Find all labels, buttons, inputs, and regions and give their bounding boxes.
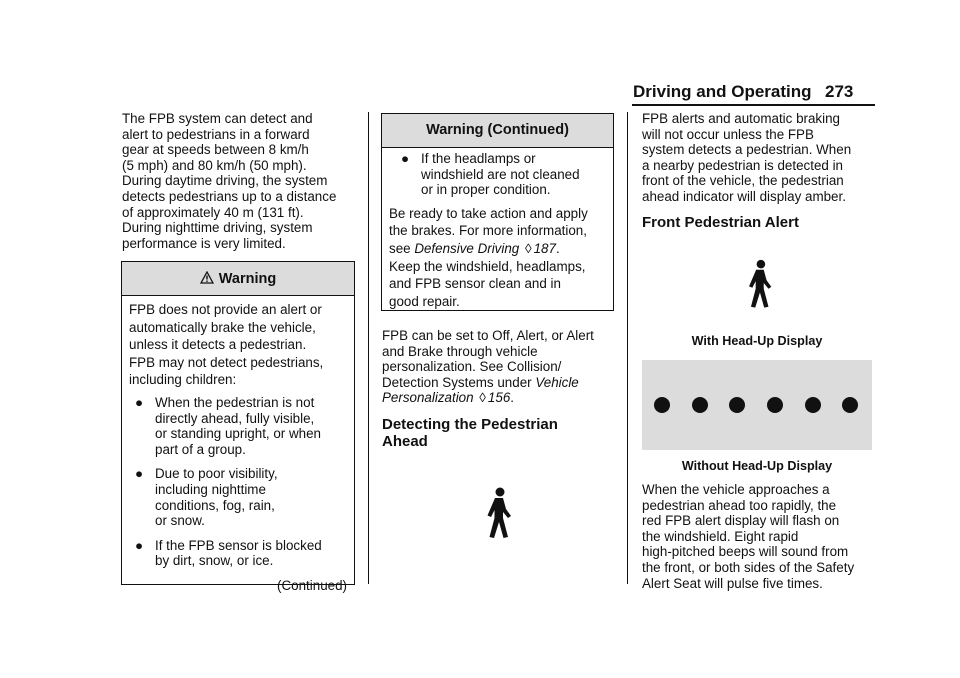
col3-closing bbox=[642, 482, 882, 591]
warning-header bbox=[122, 262, 354, 296]
header-rule bbox=[632, 104, 875, 106]
text-line: ahead indicator will display amber. bbox=[642, 188, 846, 204]
text-line bbox=[382, 375, 622, 391]
bullet-item bbox=[129, 395, 347, 457]
column-divider bbox=[627, 112, 628, 584]
text-line: (5 mph) and 80 km/h (50 mph). bbox=[122, 157, 307, 173]
text-line: If the FPB sensor is blocked bbox=[155, 537, 322, 553]
text-line bbox=[389, 240, 606, 258]
column-divider bbox=[368, 112, 369, 584]
text-line: During daytime driving, the system bbox=[122, 173, 328, 189]
text-line: high-pitched beeps will sound from bbox=[642, 544, 849, 560]
text-line: performance is very limited. bbox=[122, 235, 286, 251]
page-ref-number[interactable]: 187 bbox=[533, 240, 556, 256]
caption-with-hud: With Head-Up Display bbox=[691, 334, 823, 348]
text-line: windshield are not cleaned bbox=[421, 166, 580, 182]
warning-continued-header: Warning (Continued) bbox=[382, 114, 613, 148]
text-fragment: . bbox=[555, 240, 560, 256]
warning-title: Warning bbox=[218, 271, 277, 287]
section-title: Driving and Operating bbox=[633, 82, 812, 101]
text-line: of approximately 40 m (131 ft). bbox=[122, 204, 304, 220]
col3-intro bbox=[642, 111, 882, 205]
text-line: Be ready to take action and apply bbox=[389, 205, 588, 221]
caption-without-hud: Without Head-Up Display bbox=[681, 459, 833, 473]
bullet-item bbox=[389, 151, 606, 198]
text-line: If the headlamps or bbox=[421, 151, 536, 166]
text-line: When the pedestrian is not bbox=[155, 394, 315, 410]
vehicle-personalization-link[interactable]: Vehicle bbox=[535, 374, 579, 390]
bullet-dot-icon: ● bbox=[135, 394, 144, 410]
text-line: FPB alerts and automatic braking bbox=[642, 111, 840, 126]
text-fragment: see bbox=[389, 240, 415, 256]
text-line: the windshield. Eight rapid bbox=[642, 528, 799, 544]
continued-label: (Continued) bbox=[277, 577, 347, 593]
page-ref-number[interactable]: 156 bbox=[487, 390, 511, 406]
text-line: system detects a pedestrian. When bbox=[642, 142, 852, 158]
warning-triangle-icon bbox=[200, 271, 214, 285]
defensive-driving-link[interactable]: Defensive Driving bbox=[414, 240, 520, 256]
pedestrian-icon bbox=[741, 259, 777, 309]
text-line: During nighttime driving, system bbox=[122, 220, 313, 236]
text-line: good repair. bbox=[389, 293, 460, 309]
warning-continued-box bbox=[381, 113, 614, 311]
text-line: FPB may not detect pedestrians, bbox=[129, 354, 324, 370]
col1-intro bbox=[122, 111, 362, 251]
text-line: Detecting the Pedestrian bbox=[382, 416, 558, 433]
warning-continued-body bbox=[382, 148, 613, 314]
text-fragment: Detection Systems under bbox=[382, 374, 536, 390]
text-line: or standing upright, or when bbox=[155, 426, 321, 442]
text-line: conditions, fog, rain, bbox=[155, 497, 275, 513]
front-pedestrian-alert-heading: Front Pedestrian Alert bbox=[642, 214, 799, 231]
alert-dot-icon bbox=[692, 397, 708, 413]
bullet-dot-icon: ● bbox=[135, 537, 144, 553]
text-line: red FPB alert display will flash on bbox=[642, 513, 840, 529]
text-line: front of the vehicle, the pedestrian bbox=[642, 173, 844, 189]
text-line: a nearby pedestrian is detected in bbox=[642, 157, 843, 173]
text-line: the brakes. For more information, bbox=[389, 223, 587, 239]
text-line: pedestrian ahead too rapidly, the bbox=[642, 497, 837, 513]
text-line: FPB does not provide an alert or bbox=[129, 302, 322, 317]
text-line: unless it detects a pedestrian. bbox=[129, 337, 307, 353]
text-line: Alert Seat will pulse five times. bbox=[642, 575, 823, 591]
page-ref-icon: ◊ bbox=[524, 240, 532, 256]
alert-dot-icon bbox=[729, 397, 745, 413]
text-line: including children: bbox=[129, 372, 237, 388]
bullet-item bbox=[129, 538, 347, 569]
page-number: 273 bbox=[825, 82, 854, 101]
warning-box bbox=[121, 261, 355, 593]
col2-paragraph bbox=[382, 328, 622, 406]
text-line: Ahead bbox=[382, 433, 428, 450]
text-line: alert to pedestrians in a forward bbox=[122, 126, 310, 142]
text-line: detects pedestrians up to a distance bbox=[122, 188, 337, 204]
text-line: will not occur unless the FPB bbox=[642, 126, 814, 142]
text-line: personalization. See Collision/ bbox=[382, 359, 562, 375]
warning-body bbox=[122, 296, 354, 597]
detecting-heading bbox=[382, 416, 622, 450]
warning-continued-text bbox=[389, 205, 606, 311]
vehicle-personalization-link-cont[interactable]: Personalization bbox=[382, 390, 474, 406]
text-line: Keep the windshield, headlamps, bbox=[389, 258, 586, 274]
page-ref-icon: ◊ bbox=[479, 390, 486, 406]
text-line bbox=[382, 390, 622, 406]
bullet-dot-icon: ● bbox=[401, 151, 410, 166]
alert-dot-icon bbox=[805, 397, 821, 413]
text-line: and FPB sensor clean and in bbox=[389, 276, 561, 292]
bullet-item bbox=[129, 466, 347, 528]
alert-dots-panel bbox=[642, 360, 872, 450]
text-line: by dirt, snow, or ice. bbox=[155, 553, 274, 569]
text-line: and Brake through vehicle bbox=[382, 343, 538, 359]
text-line: gear at speeds between 8 km/h bbox=[122, 142, 309, 158]
alert-dot-icon bbox=[654, 397, 670, 413]
text-line: directly ahead, fully visible, bbox=[155, 410, 315, 426]
text-line: The FPB system can detect and bbox=[122, 111, 313, 126]
text-fragment: . bbox=[510, 390, 514, 406]
alert-dot-icon bbox=[767, 397, 783, 413]
alert-dot-icon bbox=[842, 397, 858, 413]
text-line: FPB can be set to Off, Alert, or Alert bbox=[382, 328, 594, 343]
pedestrian-icon bbox=[479, 487, 517, 539]
bullet-dot-icon: ● bbox=[135, 466, 144, 482]
text-line: Due to poor visibility, bbox=[155, 466, 278, 482]
page-header bbox=[625, 82, 875, 106]
text-line: or snow. bbox=[155, 513, 205, 529]
text-line: the front, or both sides of the Safety bbox=[642, 559, 855, 575]
text-line: automatically brake the vehicle, bbox=[129, 319, 316, 335]
text-line: When the vehicle approaches a bbox=[642, 482, 830, 497]
text-line: or in proper condition. bbox=[421, 182, 551, 198]
text-line: including nighttime bbox=[155, 481, 266, 497]
text-line: part of a group. bbox=[155, 441, 246, 457]
